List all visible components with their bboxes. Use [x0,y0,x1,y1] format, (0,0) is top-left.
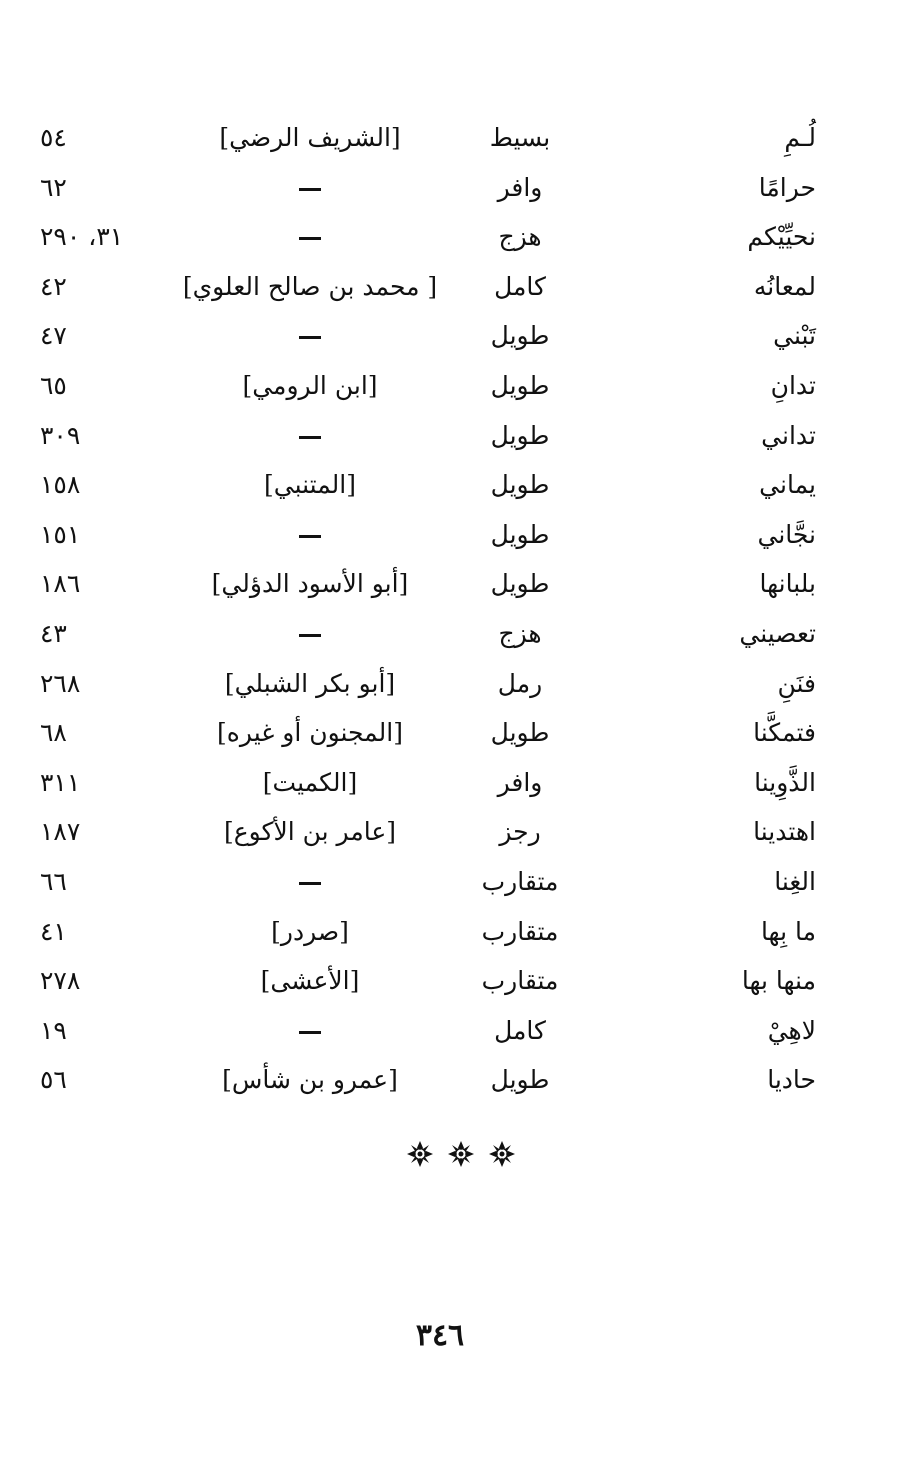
rhyme-word: فتمكَّنا [753,718,816,748]
poet-name: [الكميت] [262,767,358,797]
page-reference: ١٨٦ [40,569,81,599]
meter-name: طويل [490,718,550,748]
rhyme-word: تدانِ [770,370,816,400]
page-reference: ٤٧ [40,321,67,351]
page-reference: ٦٨ [40,718,67,748]
poet-name: [الشريف الرضي] [219,123,401,152]
meter-name: هزج [498,222,542,252]
page-reference: ١٩ [40,1015,67,1045]
poet-name: [عمرو بن شأس] [222,1065,398,1095]
dash-mark [299,1031,321,1034]
table-row [40,262,830,312]
table-row [40,361,830,411]
rhyme-word: الذَّوِينا [754,767,816,797]
page-reference: ٣١١ [40,767,81,797]
poet-name: [الأعشى] [260,966,360,996]
meter-name: طويل [490,569,550,599]
table-row [40,559,830,609]
dash-mark [299,336,321,339]
table-row [40,758,830,808]
unknown-poet-dash [175,411,445,461]
table-row [40,510,830,560]
poet-name: [أبو الأسود الدؤلي] [211,569,409,599]
page-reference: ١٥٨ [40,470,81,500]
rhyme-word: لمعانُه [753,271,816,301]
rhyme-word: بلبانها [759,569,816,599]
poet-name: [عامر بن الأكوع] [223,817,397,847]
section-end-ornaments [0,1140,922,1172]
table-row [40,857,830,907]
table-row [40,1055,830,1105]
page-reference: ٢٦٨ [40,668,81,698]
table-row [40,807,830,857]
meter-name: طويل [490,370,550,400]
meter-name: وافر [497,172,543,202]
rhyme-word: لُـمِ [784,123,816,152]
table-row [40,460,830,510]
table-row [40,163,830,213]
unknown-poet-dash [175,510,445,560]
unknown-poet-dash [175,212,445,262]
table-row [40,659,830,709]
page-reference: ٥٦ [40,1065,67,1095]
rhyme-word: الغِنا [774,866,816,896]
page-reference: ٦٥ [40,370,67,400]
rhyme-word: يماني [759,470,816,500]
rhyme-word: ما بِها [760,916,816,946]
page-reference: ٤١ [40,916,67,946]
floral-ornament-icon [488,1140,516,1172]
unknown-poet-dash [175,311,445,361]
rhyme-word: لاهِيْ [767,1015,816,1045]
rhyme-word: تعصيني [739,618,816,648]
page-reference: ٤٢ [40,271,67,301]
dash-mark [299,535,321,538]
meter-name: طويل [490,470,550,500]
page-reference: ٥٤ [40,123,67,152]
floral-ornament-icon [447,1140,475,1172]
poet-name: [المجنون أو غيره] [217,718,403,748]
meter-name: رجز [499,817,541,847]
table-row [40,212,830,262]
rhyme-word: نجَّاني [757,519,816,549]
table-row [40,311,830,361]
meter-name: بسيط [489,123,551,152]
dash-mark [299,436,321,439]
table-row [40,907,830,957]
meter-name: طويل [490,1065,550,1095]
table-row [40,1006,830,1056]
dash-mark [299,237,321,240]
page-reference: ٢٧٨ [40,966,81,996]
unknown-poet-dash [175,857,445,907]
meter-name: كامل [494,1015,546,1045]
table-row [40,708,830,758]
unknown-poet-dash [175,1006,445,1056]
page-reference: ٣١، ٢٩٠ [40,222,124,252]
meter-name: طويل [490,321,550,351]
rhyme-index-table [40,113,830,1105]
unknown-poet-dash [175,163,445,213]
table-row [40,113,830,163]
meter-name: متقارب [481,916,559,946]
page-reference: ٤٣ [40,618,67,648]
page-number: ٣٤٦ [415,1318,465,1353]
rhyme-word: منها بها [741,966,816,996]
page-reference: ١٨٧ [40,817,81,847]
dash-mark [299,634,321,637]
page-reference: ٦٦ [40,866,67,896]
rhyme-word: اهتدينا [753,817,816,847]
table-row [40,609,830,659]
meter-name: متقارب [481,966,559,996]
meter-name: طويل [490,420,550,450]
rhyme-word: تداني [761,420,816,450]
poet-name: [ محمد بن صالح العلوي] [182,271,438,301]
page-reference: ٣٠٩ [40,420,81,450]
rhyme-word: نحيِّيْكم [747,222,816,252]
unknown-poet-dash [175,609,445,659]
rhyme-word: فنَنِ [777,668,816,698]
table-row [40,956,830,1006]
poet-name: [ابن الرومي] [242,370,378,400]
floral-ornament-icon [406,1140,434,1172]
page-reference: ١٥١ [40,519,81,549]
table-row [40,411,830,461]
meter-name: وافر [497,767,543,797]
dash-mark [299,188,321,191]
rhyme-word: تَبْني [773,321,816,351]
meter-name: هزج [498,618,542,648]
meter-name: رمل [497,668,543,698]
meter-name: طويل [490,519,550,549]
poet-name: [المتنبي] [264,470,356,500]
dash-mark [299,882,321,885]
page-reference: ٦٢ [40,172,67,202]
rhyme-word: حاديا [767,1065,816,1095]
rhyme-word: حرامًا [758,172,816,202]
meter-name: كامل [494,271,546,301]
poet-name: [أبو بكر الشبلي] [224,668,396,698]
poet-name: [صردر] [271,916,349,946]
meter-name: متقارب [481,866,559,896]
